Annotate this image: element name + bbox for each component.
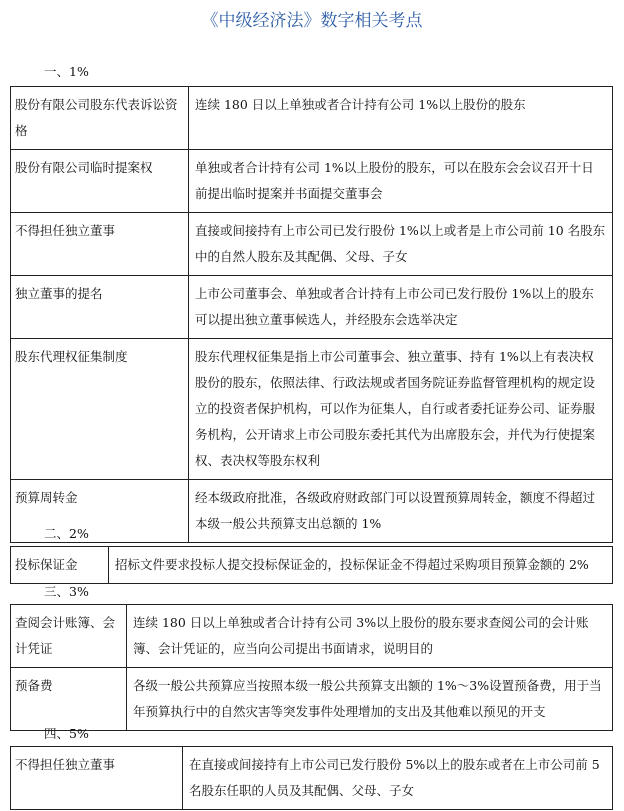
row-value: 直接或间接持有上市公司已发行股份 1%以上或者是上市公司前 10 名股东中的自然人股东及其配偶、父母、子女 bbox=[189, 213, 613, 276]
section-heading-1: 一、1% bbox=[44, 64, 89, 79]
row-key: 股东代理权征集制度 bbox=[11, 339, 189, 480]
row-key: 不得担任独立董事 bbox=[11, 213, 189, 276]
section-heading-2: 二、2% bbox=[44, 526, 89, 541]
table-row bbox=[11, 668, 613, 731]
row-key: 预备费 bbox=[11, 668, 127, 731]
section-table-4 bbox=[10, 746, 613, 810]
table-row bbox=[11, 276, 613, 339]
table-row bbox=[11, 339, 613, 480]
row-value: 各级一般公共预算应当按照本级一般公共预算支出额的 1%～3%设置预备费，用于当年预算执行中的自然灾害等突发事件处理增加的支出及其他难以预见的开支 bbox=[127, 668, 613, 731]
row-key: 查阅会计账簿、会计凭证 bbox=[11, 605, 127, 668]
section-heading-3: 三、3% bbox=[44, 584, 89, 599]
section-table-1 bbox=[10, 86, 613, 543]
row-value: 上市公司董事会、单独或者合计持有上市公司已发行股份 1%以上的股东可以提出独立董事候选人，并经股东会选举决定 bbox=[189, 276, 613, 339]
row-key: 股份有限公司临时提案权 bbox=[11, 150, 189, 213]
table-row bbox=[11, 150, 613, 213]
section-heading-4: 四、5% bbox=[44, 726, 89, 741]
section-table-2 bbox=[10, 546, 613, 584]
row-value: 经本级政府批准，各级政府财政部门可以设置预算周转金，额度不得超过本级一般公共预算支出总额的 1% bbox=[189, 480, 613, 543]
row-key: 独立董事的提名 bbox=[11, 276, 189, 339]
table-row bbox=[11, 747, 613, 810]
section-table-3 bbox=[10, 604, 613, 731]
row-value: 单独或者合计持有公司 1%以上股份的股东，可以在股东会会议召开十日前提出临时提案并书面提交董事会 bbox=[189, 150, 613, 213]
row-value: 招标文件要求投标人提交投标保证金的，投标保证金不得超过采购项目预算金额的 2% bbox=[109, 547, 613, 584]
table-row bbox=[11, 213, 613, 276]
row-value: 连续 180 日以上单独或者合计持有公司 1%以上股份的股东 bbox=[189, 87, 613, 150]
row-key: 预算周转金 bbox=[11, 480, 189, 543]
table-row bbox=[11, 87, 613, 150]
row-key: 股份有限公司股东代表诉讼资格 bbox=[11, 87, 189, 150]
table-row bbox=[11, 547, 613, 584]
row-key: 投标保证金 bbox=[11, 547, 109, 584]
row-value: 在直接或间接持有上市公司已发行股份 5%以上的股东或者在上市公司前 5 名股东任职的人员及其配偶、父母、子女 bbox=[183, 747, 613, 810]
row-value: 连续 180 日以上单独或者合计持有公司 3%以上股份的股东要求查阅公司的会计账簿、会计凭证的，应当向公司提出书面请求，说明目的 bbox=[127, 605, 613, 668]
table-row bbox=[11, 480, 613, 543]
table-row bbox=[11, 605, 613, 668]
row-key: 不得担任独立董事 bbox=[11, 747, 183, 810]
row-value: 股东代理权征集是指上市公司董事会、独立董事、持有 1%以上有表决权股份的股东，依照法律、行政法规或者国务院证券监督管理机构的规定设立的投资者保护机构，可以作为征集人，自行或者委托证券公司、证券服务机构，公开请求上市公司股东委托其代为出席股东会，并代为行使提案权、表决权等股东权利 bbox=[189, 339, 613, 480]
page-title: 《中级经济法》数字相关考点 bbox=[201, 11, 423, 31]
